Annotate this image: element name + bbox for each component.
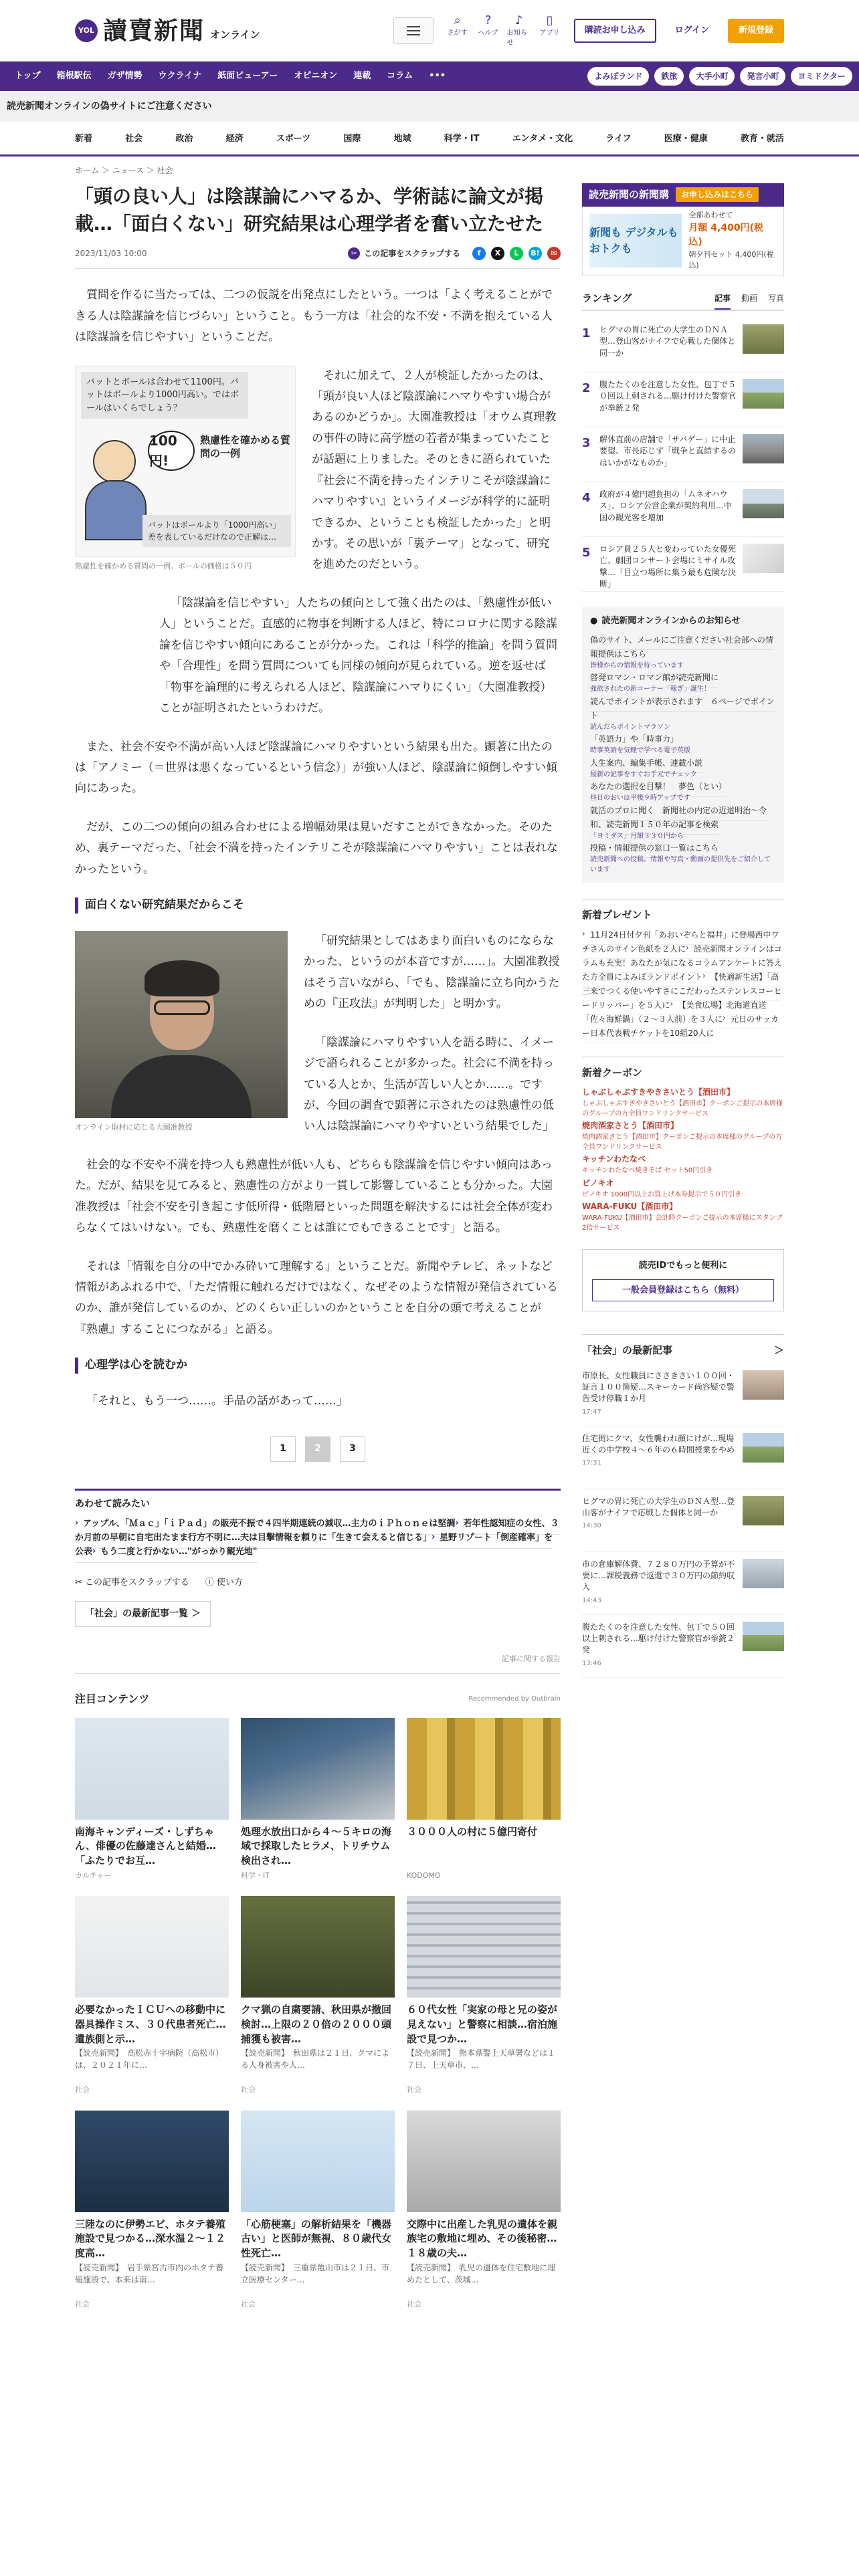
related-articles	[75, 1489, 561, 1559]
ranking-number: 1	[582, 326, 591, 340]
nav-item[interactable]: 紙面ビューアー	[217, 71, 278, 82]
section-nav-item[interactable]: 社会	[125, 134, 143, 144]
paragraph: それに加えて、２人が検証したかったのは、「頭が良い人ほど陰謀論にハマりやすい場合があるのかどうか」。大園准教授は「オウム真理教の事件の時に高学歴の若者が集まっていたことが話題に上りました。そのときに語られていた『社会に不満を持ったインテリこそが陰謀論にハマりやすい』というイメージが科学的に証明できるか、ということも検証したかった」と明かす。その思いが「裏テーマ」となって、研究を進めたのだという。	[312, 368, 557, 572]
header-app-button[interactable]	[538, 13, 562, 48]
card-source: 社会	[241, 2085, 256, 2095]
sidebar	[582, 183, 784, 1678]
card-title: 必要なかったＩＣＵへの移動中に器具操作ミス、３０代患者死亡…遺族側と示…	[75, 2004, 226, 2045]
site-notice-sub: 皆様からの情報を待っています	[590, 661, 684, 669]
society-article-title: 市原長、女性職員にささきさい１００回・証言１００箇疑…スキーカード尚容疑で警告受け停職１か月	[582, 1370, 735, 1404]
society-article-time: 14:30	[582, 1522, 601, 1530]
card-source: 科学・IT	[241, 1870, 270, 1880]
page-1-button[interactable]: 1	[270, 1436, 296, 1462]
outbrain-credit[interactable]: Recommended by Outbrain	[468, 1695, 561, 1703]
site-notice-sub: 読売新聞への投稿、情報や写真・動画の提供先をご紹介しています	[590, 856, 771, 873]
card-source: 社会	[75, 2299, 90, 2309]
subscription-promo[interactable]	[582, 207, 784, 276]
paragraph: だが、この二つの傾向の組み合わせによる増幅効果は見いだすことができなかった。そのため、裏テーマだった、「社会不満を持ったインテリこそが陰謀論にハマりやすい」ことは表れなかったという。	[75, 820, 558, 876]
section-nav-item[interactable]: 医療・健康	[664, 134, 708, 144]
logo-badge: YOL	[75, 19, 98, 42]
ranking-tab[interactable]: 写真	[767, 293, 784, 303]
promo-title: 読売新聞の新聞購	[589, 189, 670, 201]
search-label: さがす	[447, 29, 468, 37]
society-article-time: 17:31	[582, 1459, 601, 1467]
promo-price	[688, 210, 777, 272]
site-notice-item[interactable]	[590, 730, 776, 756]
site-notices	[582, 607, 784, 883]
society-article-title: 住宅街にクマ、女性襲われ顔にけが…現場近くの中学校４～６年の６時間授業をやめ	[582, 1433, 735, 1455]
site-notice-title: 「英語力」や「時事力」	[590, 734, 679, 744]
header-help-button[interactable]	[476, 13, 500, 48]
line-share-icon[interactable]: L	[510, 247, 523, 260]
subscription-promo-header	[582, 183, 784, 207]
card-source: KODOMO	[407, 1870, 441, 1880]
society-latest-section	[582, 1334, 784, 1678]
paragraph: 「研究結果としてはあまり面白いものにならなかった、というのが本音ですが……」。大園准教授はそう言いながら、「でも、陰謀論に立ち向かうための『正攻法』が判明した」と明かす。	[304, 934, 560, 1011]
ranking-number: 3	[582, 436, 591, 450]
society-article-item[interactable]	[582, 1489, 784, 1552]
ranking-item[interactable]	[582, 372, 784, 427]
ranking-item[interactable]	[582, 318, 784, 372]
logo-subtext: オンライン	[210, 28, 260, 41]
article-main	[75, 183, 561, 2310]
help-icon: ⓘ	[205, 1577, 217, 1588]
ranking-title: 解体直前の店舗で「サバゲー」に中止要望、市長応じず「戦争と直結するのはいかがなものか」	[599, 435, 737, 467]
pagination	[75, 1436, 561, 1462]
paragraph: 「陰謀論を信じやすい」人たちの傾向として強く出たのは、「熟慮性が低い人」ということだ。直感的に物事を判断する人ほど、特にコロナに関する陰謀論を信じやすい傾向にあることが分かった。これは「科学的推論」を問う質問や「合理性」を問う質問についても同様の傾向が見られている。逆を返せば「物事を論理的に考えられる人ほど、陰謀論にハマりにくい」（大園准教授）ことが証明されたというわけだ。	[159, 596, 557, 716]
society-article-text	[582, 1370, 736, 1419]
site-notice-title: 社会部への情報提供はこちら	[590, 635, 773, 659]
card-title: 交際中に出産した乳児の遺体を親族宅の敷地に埋め、その後秘密…１８歳の夫…	[407, 2218, 558, 2260]
nav-item[interactable]: ガザ情勢	[107, 71, 142, 82]
society-article-text	[582, 1622, 736, 1671]
coupon-name: ピノキオ	[582, 1178, 614, 1188]
nav-item[interactable]: コラム	[387, 71, 413, 82]
ranking-title: 腹たたくのを注意した女性、包丁で５０回以上刺される…駆け付けた警察官が拳銃２発	[599, 380, 737, 413]
section-nav	[0, 122, 859, 156]
society-article-title: 市の倉庫解体費、７２８０万円の予算が不要に…課税義務で返還で３０万円の節約収入	[582, 1559, 735, 1592]
related-article-link[interactable]: › もう二度と行かない…"がっかり観光地"	[92, 1541, 258, 1563]
bell-icon: ♪	[514, 13, 523, 27]
site-notice-item[interactable]	[590, 692, 776, 733]
nav-pill[interactable]: 大手小町	[689, 67, 735, 86]
nav-pill[interactable]: 鉄旅	[654, 67, 684, 86]
site-notice-title: 人生案内、編集手帳、連載小説	[590, 758, 703, 768]
paragraph: 社会的な不安や不満を持つ人も熟慮性が低い人も、どちらも陰謀論を信じやすい傾向はあった。だが、結果を見てみると、熟慮性の方がより一貫して影響していることも分かった。大園准教授は「社会不安を引き起こす低所得・低階層といった問題を解決するには社会全体が変わらなくてはいけない。でも、熟慮性を磨くことは誰にでもできることです」と語る。	[75, 1158, 553, 1235]
ranking-thumbnail	[743, 324, 784, 354]
photo-figure	[75, 931, 288, 1132]
section-nav-item[interactable]: 地域	[393, 134, 411, 144]
facebook-share-icon[interactable]: f	[472, 247, 486, 260]
coupon-item[interactable]	[582, 1174, 784, 1200]
society-article-thumbnail	[743, 1622, 784, 1651]
report-link[interactable]: 記事に関する報告	[75, 1654, 561, 1674]
section-nav-item[interactable]: ライフ	[605, 134, 632, 144]
scrap-icon: ✂	[75, 1577, 86, 1588]
content-card[interactable]	[407, 1718, 561, 1882]
usage-link-label: 使い方	[216, 1577, 243, 1588]
society-article-thumbnail	[743, 1496, 784, 1525]
illustration-image[interactable]	[75, 366, 296, 557]
ranking-item[interactable]	[582, 427, 784, 482]
primary-nav	[0, 62, 859, 91]
site-notice-title: 投稿・情報提供の窓口一覧はこちら	[590, 843, 719, 853]
card-description: 【読売新聞】 秋田県は２１日、クマによる人身被害や人…	[241, 2048, 390, 2070]
society-article-title: 腹たたくのを注意した女性、包丁で５０回以上刺される…駆け付けた警察官が拳銃２発	[582, 1622, 735, 1655]
card-title: クマ猟の自粛要請、秋田県が撤回検討…上限の２０倍の２０００頭捕獲も被害…	[241, 2004, 392, 2045]
paragraph: 「それと、もう一つ……。手品の話があって……」	[86, 1394, 348, 1408]
x-share-icon[interactable]: X	[491, 247, 504, 260]
site-notice-title: 明治～令和、読売新聞１５０年の記事を検索	[590, 805, 767, 829]
society-article-text	[582, 1496, 736, 1545]
hatena-share-icon[interactable]: B!	[529, 247, 542, 260]
present-item[interactable]: › 【快適新生活】「高三来でつくる使いやすさにこだわったステンレスコーヒードリッパー」を５人に	[582, 968, 781, 1015]
member-text: 読売IDでもっと便利に	[638, 1261, 728, 1271]
card-description: 【読売新聞】 三重県亀山市は２１日、市立医療センター…	[241, 2262, 390, 2284]
ranking-header	[582, 291, 784, 312]
society-article-item[interactable]	[582, 1615, 784, 1678]
section-nav-item[interactable]: 新着	[75, 134, 93, 144]
nav-item[interactable]: 箱根駅伝	[56, 71, 92, 82]
card-description: 【読売新聞】 高松赤十字病院（高松市）は、２０２１年に…	[75, 2048, 224, 2070]
latest-society-button[interactable]: 「社会」の最新記事一覧 ＞	[75, 1601, 211, 1627]
coupon-name: 焼肉酒家さとう【酒田市】	[582, 1121, 679, 1130]
nav-item[interactable]: •••	[429, 71, 446, 82]
card-title: 三陸なのに伊勢エビ、ホタテ養殖施設で見つかる…深水温２～１２度高…	[75, 2218, 226, 2260]
breadcrumb: ホーム ＞ ニュース ＞ 社会	[75, 166, 173, 175]
illustration-answer: バットはボールより「1000円高い」差を表しているだけなので正解は…	[142, 515, 291, 547]
ranking-title: ヒグマの胃に死亡の大学生のＤＮＡ型…登山客がナイフで応戦した個体と同一か	[599, 325, 736, 358]
content-card[interactable]	[407, 2111, 561, 2311]
promo-banner: 新聞も デジタルも おトクも	[589, 214, 682, 267]
person-body-illustration	[85, 480, 147, 540]
card-image	[407, 1718, 561, 1820]
coupon-item[interactable]	[582, 1117, 784, 1152]
header-icon-group	[446, 13, 562, 48]
card-image	[407, 1896, 561, 1998]
subscribe-button[interactable]: 購読お申し込み	[574, 19, 656, 43]
society-article-title: ヒグマの胃に死亡の大学生のＤＮＡ型…登山客がナイフで応戦した個体と同一か	[582, 1496, 735, 1517]
site-notice-sub: 昼日のおいは平後９時アップです	[590, 794, 690, 802]
site-notice-title: 就活のプロに聞く 新聞社の内定の近道	[590, 805, 735, 815]
site-header	[0, 0, 859, 62]
photo-caption: オンライン取材に応じる大園准教授	[75, 1122, 193, 1132]
coupon-desc: ピノキオ 1000円以上お買上げ本券提示で５０円引き	[582, 1190, 742, 1198]
paragraph: また、社会不安や不満が高い人ほど陰謀論にハマりやすいという結果も出た。顕著に出たのは「アノミー（＝世界は悪くなっているという信念）」が強い人ほど、陰謀論に傾倒しやすい傾向にあった。	[75, 740, 558, 796]
society-article-item[interactable]	[582, 1426, 784, 1489]
register-button[interactable]: 新規登録	[728, 19, 784, 43]
site-notice-title: 読んでポイントが表示されます ６ページでポイント	[590, 696, 775, 720]
coupon-desc: しゃぶしゃぶすきやきさいとう【酒田市】クーポンご提示の本席様のグループの方全員ワンドリンクサービス	[582, 1100, 783, 1117]
nav-item[interactable]: オピニオン	[294, 71, 338, 82]
society-latest-title: 「社会」の最新記事	[582, 1344, 673, 1356]
ranking-title: ロシア員２５人と変わっていた女優死亡、劇団コンサート会場にミサイル攻撃…「目立つ場所に集う最も危険な決断」	[599, 544, 737, 589]
promo-price-label: 全部あわせて	[688, 211, 733, 220]
card-source: 社会	[241, 2299, 256, 2309]
nav-item[interactable]: トップ	[15, 71, 41, 82]
society-latest-more[interactable]: ＞	[773, 1344, 784, 1356]
section-nav-item[interactable]: スポーツ	[276, 134, 311, 144]
fake-site-notice-link[interactable]: 読売新聞オンラインの偽サイトにご注意ください	[7, 100, 212, 112]
present-item[interactable]: › 読売新聞オンラインはコラムも充実！あなたが気になるコラムアンケートに答えた方全員によみぽランドポイント	[582, 940, 782, 987]
site-notice-sub: 時事英語を気軽で学べる電子英版	[590, 747, 690, 754]
society-article-thumbnail	[743, 1433, 784, 1463]
ranking-title: ランキング	[582, 292, 632, 304]
society-article-thumbnail	[743, 1559, 784, 1588]
section-nav-item[interactable]: 国際	[343, 134, 361, 144]
bell-label: お知らせ	[506, 29, 527, 47]
ranking-item[interactable]	[582, 537, 784, 592]
site-notice-sub: 強欲されたの新コーナー「稼ぎ」誕生！	[590, 685, 710, 693]
ranking-title: 政府が４億円超負担の「ムネオハウス」、ロシア公営企業が契約利用…中国の観光客を増加	[599, 490, 733, 522]
coupon-desc: 焼肉酒家さとう【酒田市】クーポンご提示の本席様のグループの方全員ワンドリンクサービス	[582, 1134, 783, 1151]
header-bell-button[interactable]	[507, 13, 531, 48]
present-item[interactable]: › 11月24日付夕刊「あおいぞらと福井」に登場西中ワチさんのサイン色紙を２人に	[582, 926, 779, 959]
promo-price-sub: 朝夕刊セット 4,400円(税込)	[688, 249, 774, 270]
member-register-button[interactable]: 一般会員登録はこちら（無料）	[592, 1279, 774, 1302]
content-card[interactable]	[241, 2111, 395, 2311]
card-title: 「心筋梗塞」の解析結果を「機器古い」と医師が無視、８０歳代女性死亡…	[241, 2218, 392, 2260]
paragraph: 「陰謀論にハマりやすい人を語る時に、イメージで語られることが多かった。社会に不満を持っている人とか、生活が苦しい人とか……。ですが、今回の調査で顕著に示されたのは熟慮性の低い人は陰謀論にハマりやすいという結果でした」	[304, 1035, 554, 1134]
card-image	[75, 1896, 229, 1998]
person-illustration	[93, 440, 136, 483]
ranking-tab[interactable]: 動画	[741, 293, 757, 303]
content-card[interactable]	[241, 1718, 395, 1882]
coupon-title: 新着クーポン	[582, 1066, 643, 1079]
scrap-link-label: この記事をスクラップする	[85, 1577, 189, 1588]
card-image	[241, 2111, 395, 2212]
ranking-number: 2	[582, 381, 591, 395]
ranking-thumbnail	[743, 544, 784, 573]
society-article-time: 14:43	[582, 1596, 601, 1604]
coupon-name: キッチンわたなべ	[582, 1154, 646, 1164]
site-notice-sub: 読んだらポイントマラソン	[590, 723, 670, 731]
content-card[interactable]	[75, 1718, 229, 1882]
society-article-thumbnail	[743, 1370, 784, 1400]
interview-photo[interactable]	[75, 931, 288, 1118]
card-title: 処理水放出口から４～５キロの海域で採取したヒラメ、トリチウム検出され…	[241, 1825, 392, 1867]
subheading: 面白くない研究結果だからこそ	[75, 897, 561, 914]
related-heading: あわせて読みたい	[75, 1498, 150, 1509]
site-notice-item[interactable]	[590, 754, 776, 780]
help-icon: ?	[484, 13, 492, 27]
content-card[interactable]	[407, 1896, 561, 2096]
present-title: 新着プレゼント	[582, 909, 652, 921]
society-article-text	[582, 1559, 736, 1608]
coupon-name: WARA-FUKU【酒田市】	[582, 1202, 678, 1211]
card-description: 【読売新聞】 岩手県宮古市内のホタテ養殖施設で、本来は南…	[75, 2262, 224, 2284]
nav-item[interactable]: 連載	[353, 71, 371, 82]
card-source: 社会	[75, 2085, 90, 2095]
member-register-box	[582, 1249, 784, 1311]
share-buttons	[472, 247, 561, 260]
ranking-item[interactable]	[582, 482, 784, 537]
illustration-figure	[75, 366, 296, 571]
outbrain-section	[75, 1691, 561, 2311]
section-nav-item[interactable]: 科学・IT	[444, 134, 480, 144]
section-nav-item[interactable]: 政治	[175, 134, 193, 144]
scrap-label: この記事をスクラップする	[364, 249, 460, 259]
scrap-link[interactable]	[75, 1576, 189, 1590]
help-label: ヘルプ	[478, 29, 498, 37]
article-body	[75, 285, 561, 1412]
article-actions	[75, 1576, 561, 1590]
outbrain-heading: 注目コンテンツ	[75, 1692, 150, 1705]
ranking-list	[582, 318, 784, 592]
card-description: 【読売新聞】 乳児の遺体を住宅敷地に埋めたとして、茨城…	[407, 2262, 556, 2284]
coupon-item[interactable]	[582, 1198, 784, 1233]
card-title: 南海キャンディーズ・しずちゃん、俳優の佐藤達さんと結婚…「ふたりでお互…	[75, 1825, 216, 1867]
site-notice-title: 偽のサイト、メールにご注意ください	[590, 635, 725, 645]
society-article-item[interactable]	[582, 1552, 784, 1615]
coupon-section	[582, 1057, 784, 1234]
article-meta	[75, 247, 561, 269]
card-source: 社会	[407, 2299, 421, 2309]
coupon-desc: WARA-FUKU【酒田市】会計時クーポンご提示の本席様にスタンプ2倍サービス	[582, 1214, 783, 1232]
society-article-item[interactable]	[582, 1364, 784, 1426]
info-icon: ●	[590, 616, 598, 626]
ranking-thumbnail	[743, 434, 784, 463]
card-source: カルチャー	[75, 1870, 112, 1880]
figure-caption: 熟慮性を確かめる質問の一例。ボールの価格は５０円	[75, 561, 252, 570]
related-article-link[interactable]: › 星野リゾート「倒産確率」を公表	[75, 1527, 553, 1563]
section-nav-item[interactable]: 教育・就活	[740, 134, 784, 144]
illustration-label: 熟慮性を確かめる質問の一例	[200, 433, 291, 459]
ranking-thumbnail	[743, 379, 784, 409]
card-image	[407, 2111, 561, 2212]
site-notice-item[interactable]	[590, 777, 776, 804]
site-notice-item[interactable]	[590, 839, 776, 875]
article-title: 「頭の良い人」は陰謀論にハマるか、学術誌に論文が掲載…「面白くない」研究結果は心理学者を奮い立たせた	[75, 185, 544, 235]
society-article-time: 17:47	[582, 1408, 601, 1416]
present-section	[582, 899, 784, 1041]
hamburger-menu-icon[interactable]	[393, 17, 434, 44]
coupon-desc: キッチンわたなべ焼きそば セット50円引き	[582, 1167, 713, 1174]
site-notice-title: 啓発ロマン・ロマン館が読売新聞に	[590, 673, 719, 682]
fake-site-notice	[0, 91, 859, 122]
related-article-link[interactable]: › アップル、「Ｍａｃ」「ｉＰａｄ」の販売不振で４四半期連続の減収…主力のｉＰｈｏｎｅは堅調	[75, 1513, 456, 1535]
section-nav-item[interactable]: 経済	[225, 134, 244, 144]
card-title: ３０００人の村に５億円寄付	[407, 1825, 538, 1838]
nav-pill[interactable]: よみぽランド	[587, 67, 649, 86]
coupon-name: しゃぶしゃぶすきやきさいとう【酒田市】	[582, 1087, 735, 1097]
coupon-item[interactable]	[582, 1150, 784, 1176]
nav-item[interactable]: ウクライナ	[158, 71, 202, 82]
promo-price-value: 月額 4,400円(税込)	[688, 222, 763, 247]
content-card[interactable]	[241, 1896, 395, 2096]
header-tools	[393, 13, 784, 48]
site-notices-title: 読売新聞オンラインからのお知らせ	[601, 616, 741, 626]
app-label: アプリ	[539, 29, 560, 37]
nav-pill[interactable]: 発言小町	[740, 67, 785, 86]
card-image	[75, 1718, 229, 1820]
search-icon: ⌕	[454, 13, 461, 27]
promo-apply-button[interactable]: お申し込みはこちら	[676, 187, 759, 202]
card-image	[241, 1718, 395, 1820]
present-item[interactable]: › 元日のサッカー日本代表戦チケットを10組20人に	[582, 1010, 779, 1043]
site-notice-title: あなたの選択を目撃！ 夢色（とい）	[590, 782, 727, 791]
page-2-button[interactable]: 2	[305, 1436, 330, 1462]
page-3-button[interactable]: 3	[340, 1436, 365, 1462]
site-notice-item[interactable]	[590, 668, 776, 695]
login-button[interactable]: ログイン	[674, 25, 709, 36]
card-title: ６０代女性「実家の母と兄の姿が見えない」と警察に相談…宿泊施設で見つか…	[407, 2004, 558, 2045]
subheading: 心理学は心を読むか	[75, 1358, 561, 1374]
society-article-text	[582, 1433, 736, 1482]
header-search-button[interactable]	[446, 13, 470, 48]
ranking-thumbnail	[743, 489, 784, 518]
illustration-question: バットとボールは合わせて1100円。バットはボールより1000円高い。ではボールはいくらでしょう？	[81, 372, 248, 419]
present-item[interactable]: › 【美食広場】北海道直送「佐々海鮮鍋」（２～３人前）を３人に	[582, 996, 767, 1029]
site-notice-sub: 「ヨミダス」月額３３０円から	[590, 832, 684, 840]
paragraph: 質問を作るに当たっては、二つの仮説を出発点にしたという。一つは「よく考えることができる人は陰謀論を信じづらい」ということ。もう一方は「社会的な不安・不満を抱えている人は陰謀論を信じやすい」ということだ。	[75, 288, 553, 344]
usage-link[interactable]	[205, 1576, 243, 1590]
app-icon: ▯	[546, 13, 553, 27]
ranking-number: 5	[582, 546, 591, 560]
ranking-tab[interactable]: 記事	[714, 292, 731, 310]
site-notice-sub: 最新の記事をすぐお手元でチェック	[590, 770, 697, 778]
scrap-button[interactable]	[348, 247, 460, 259]
card-source: 社会	[407, 2085, 421, 2095]
mail-share-icon[interactable]: ✉	[547, 247, 561, 260]
society-article-time: 13:46	[582, 1659, 601, 1667]
paragraph: それは「情報を自分の中でかみ砕いて理解する」ということだ。新聞やテレビ、ネットなど情報があふれる中で、「ただ情報に触れるだけではなく、なぜそのような情報が発信されているのか、誰が発信しているのか、どのくらい正しいのかということを自分の頭で考えることが『熟慮』することにつながる」と語る。	[75, 1259, 558, 1336]
related-article-link[interactable]: › 若年性認知症の女性、３か月前の早朝に自宅出たまま行方不明に…夫は目撃情報を頼りに「生きて会えると信じる」	[75, 1513, 559, 1549]
card-image	[241, 1896, 395, 1998]
content-card[interactable]	[75, 2111, 229, 2311]
ranking-number: 4	[582, 491, 591, 505]
article-date: 2023/11/03 10:00	[75, 249, 147, 259]
coupon-item[interactable]	[582, 1083, 784, 1119]
speech-bubble: 100円!	[148, 431, 195, 471]
nav-pill[interactable]: ヨミドクター	[791, 67, 852, 86]
content-card[interactable]	[75, 1896, 229, 2096]
nav-pills	[587, 67, 852, 86]
logo-text: 讀賣新聞	[103, 17, 205, 45]
card-image	[75, 2111, 229, 2212]
section-nav-item[interactable]: エンタメ・文化	[512, 134, 573, 144]
card-description: 【読売新聞】 熊本県警上天草署などは１７日、上天草市、…	[407, 2048, 556, 2070]
scrap-icon: ✂	[348, 247, 360, 259]
site-logo[interactable]	[75, 13, 260, 49]
